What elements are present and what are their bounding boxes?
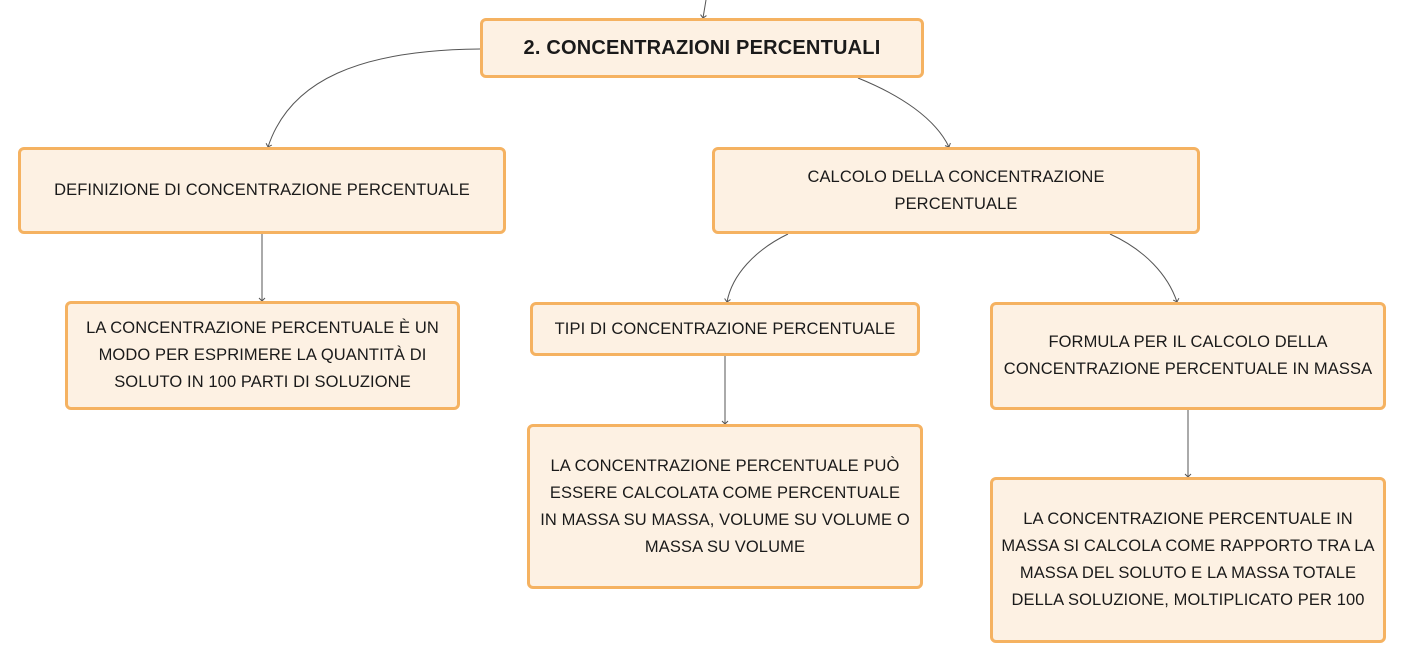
edge-root-to-definition <box>268 49 480 147</box>
edge-calculation-to-formula <box>1110 234 1177 302</box>
formula-node[interactable] <box>990 302 1386 410</box>
root-node[interactable] <box>480 18 924 78</box>
types-node-label: TIPI DI CONCENTRAZIONE PERCENTUALE <box>554 319 896 338</box>
formula-detail-node[interactable] <box>990 477 1386 643</box>
formula-node-label: FORMULA PER IL CALCOLO DELLA CONCENTRAZIONE PERCENTUALE IN MASSA <box>1003 333 1373 378</box>
types-detail-label: LA CONCENTRAZIONE PERCENTUALE PUÒ ESSERE CALCOLATA COME PERCENTUALE IN MASSA SU MASSA, VOLUME SU VOLUME O MASSA SU VOLUME <box>540 456 910 556</box>
definition-detail-label: LA CONCENTRAZIONE PERCENTUALE È UN MODO PER ESPRIMERE LA QUANTITÀ DI SOLUTO IN 100 PARTI DI SOLUZIONE <box>86 319 439 391</box>
definition-node[interactable] <box>18 147 506 234</box>
formula-detail-label: LA CONCENTRAZIONE PERCENTUALE IN MASSA SI CALCOLA COME RAPPORTO TRA LA MASSA DEL SOLUTO E LA MASSA TOTALE DELLA SOLUZIONE, MOLTIPLICATO PER 100 <box>1001 510 1375 609</box>
calculation-node-label: CALCOLO DELLA CONCENTRAZIONE PERCENTUALE <box>807 167 1105 213</box>
root-node-label: 2. CONCENTRAZIONI PERCENTUALI <box>523 36 881 59</box>
edge-parent-to-root <box>703 0 706 18</box>
types-node[interactable] <box>530 302 920 356</box>
edge-calculation-to-types <box>727 234 788 302</box>
definition-node-label: DEFINIZIONE DI CONCENTRAZIONE PERCENTUALE <box>54 181 470 199</box>
definition-detail-node[interactable] <box>65 301 460 410</box>
edge-root-to-calculation <box>858 78 949 147</box>
types-detail-node[interactable] <box>527 424 923 589</box>
calculation-node[interactable] <box>712 147 1200 234</box>
